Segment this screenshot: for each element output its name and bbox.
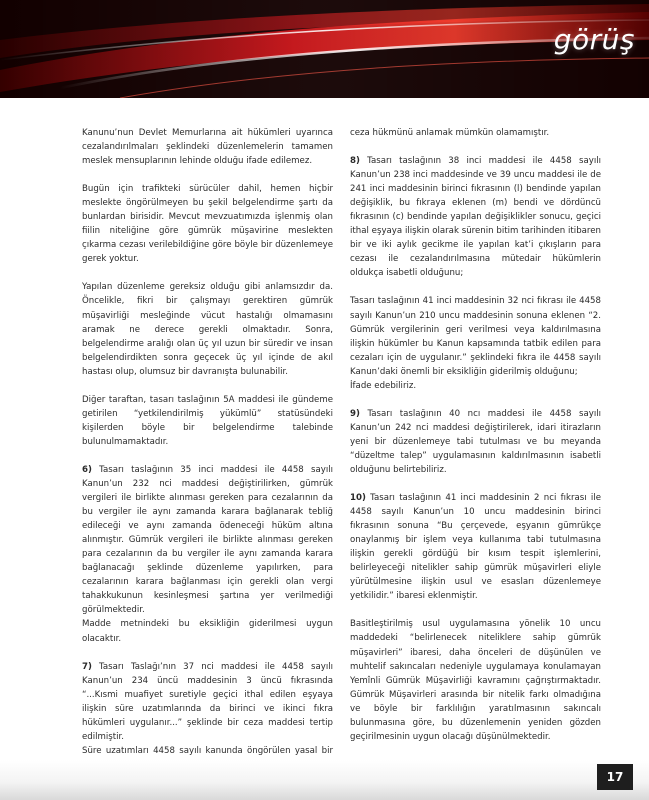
right-column — [350, 126, 601, 744]
paragraph-text: Tasarı taslağının 40 ncı maddesi ile 4458 sayılı Kanun’un 242 nci maddesi değiştirilerek, idari itirazların yeni bir düzenlemeye tabi tutulması ve bu meyanda “düzeltme talep” uygulamasının kaldırılmasının isabetli olduğunu belirtebiliriz. — [350, 408, 601, 475]
paragraph-text: Tasarı Taslağı’nın 37 nci maddesi ile 4458 sayılı Kanun’un 234 üncü maddesinin 3 üncü fıkrasında “...Kısmi muafiyet suretiyle geçici ithal edilen eşyaya ilişkin süre uzatımlarında da birinci ve ikinci fıkra hükümleri uygulanır...” şeklinde bir ceza maddesi tertip edilmiştir. — [82, 661, 333, 742]
item-number: 8) — [350, 156, 360, 167]
paragraph: Madde metnindeki bu eksikliğin giderilmesi uygun olacaktır. — [82, 619, 333, 644]
paragraph: Süre uzatımları 4458 sayılı kanunda öngörülen yasal bir — [82, 745, 333, 756]
item-number: 9) — [350, 408, 360, 419]
banner-swoosh-graphic — [0, 0, 649, 98]
numbered-paragraph — [350, 491, 601, 603]
numbered-paragraph — [350, 154, 601, 280]
numbered-paragraph — [82, 660, 333, 744]
paragraph-text: Tasarı taslağının 35 inci maddesi ile 4458 sayılı Kanun’un 232 nci maddesi değiştirilirken, gümrük vergileri ile birlikte alınması gereken para cezalarının da bu vergiler ile aynı zamanda karara bağlanarak tebliğ edileceği ve aynı zamanda ödeneceği hüküm altına alınmıştır. Gümrük vergileri ile birlikte alınması gereken para cezalarının da bu vergiler ile aynı zamanda karara bağlanacağı şeklinde düzenleme yapılırken, para cezalarının karara bağlanması için gerekli olan vergi tahakkukunun kesinleşmesi şartına yer verilmediği görülmektedir. — [82, 464, 333, 616]
numbered-paragraph — [82, 463, 333, 618]
page-footer — [0, 760, 649, 800]
paragraph-text: Tasarı taslağının 41 inci maddesinin 2 nci fıkrası ile 4458 sayılı Kanun’un 10 uncu maddesinin birinci fıkrasının sonuna “Bu çerçevede, eşyanın gümrükçe onaylanmış bir işlem veya kullanıma tabi tutulmasına ilişkin gerekli gördüğü bir kısım tespit işlemlerini, belirleyeceği nitelikler sahip gümrük müşavirleri eliyle yürütülmesine ilişkin usul ve esasları düzenlemeye yetkilidir.” ibaresi eklenmiştir. — [350, 493, 601, 602]
item-number: 6) — [82, 464, 92, 475]
paragraph: Yapılan düzenleme gereksiz olduğu gibi anlamsızdır da. Öncelikle, fikri bir çalışmayı gerektiren gümrük müşavirliği mesleğinde vücut hastalığı olmamasını aramak ne derece gerekli olmaktadır. Sonra, belgelendirme aralığı olan üç yıl uzun bir süredir ve insan belgelendirdikten sonra geçecek üç yıl içinde de akıl hastası olup, olumsuz bir davranışta bulunabilir. — [82, 282, 333, 377]
item-number: 7) — [82, 661, 92, 672]
section-title: görüş — [553, 23, 635, 56]
page-number: 17 — [597, 764, 633, 790]
left-column — [82, 126, 333, 772]
paragraph: İfade edebiliriz. — [350, 380, 417, 391]
paragraph: ceza hükmünü anlamak mümkün olamamıştır. — [350, 128, 550, 138]
paragraph-text: Tasarı taslağının 38 inci maddesi ile 4458 sayılı Kanun’un 238 inci maddesinde ve 39 uncu maddesi ile de 241 inci maddesinin birinci fıkrasının (l) bendinde yapılan değişiklik, bu fıkraya eklenen (m) bendi ve dördüncü fıkrasının (c) bendinde yapılan değişiklikler sonucu, geçici ithal eşyaya ilişkin olarak sürenin bitim tarihinden itibaren bir ve iki aylık gecikme ile yapılan kat’i çıkışların para cezası ile cezalandırılmasına mütedair hükümlerin oldukça isabetli olduğunu; — [350, 156, 601, 279]
numbered-paragraph — [350, 407, 601, 477]
header-banner — [0, 0, 649, 98]
paragraph: Kanunu’nun Devlet Memurlarına ait hükümleri uyarınca cezalandırılmaları şeklindeki düzenlemelerin tamamen meslek mensuplarının lehinde olduğu ifade edilemez. — [82, 128, 333, 167]
paragraph: Bugün için trafikteki sürücüler dahil, hemen hiçbir meslekte öngörülmeyen bu şekil belgelendirme şartı da bunlardan birisidir. Mevcut mevzuatımızda işlenmiş olan fiilin niteliğine göre gümrük müşavirine meslekten çıkarma cezası verilebildiğine göre böyle bir düzenlemeye gerek yoktur. — [82, 184, 333, 265]
paragraph: Tasarı taslağının 41 inci maddesinin 32 nci fıkrası ile 4458 sayılı Kanun’un 210 uncu maddesinin sonuna eklenen “2. Gümrük vergilerinin geri verilmesi veya kaldırılmasına ilişkin hükümler bu Kanun kapsamında tatbik edilen para cezaları için de uygulanır.” şeklindeki fıkra ile 4458 sayılı Kanun’daki önemli bir eksikliğin giderilmiş olduğunu; — [350, 296, 601, 377]
paragraph: Diğer taraftan, tasarı taslağının 5A maddesi ile gündeme getirilen “yetkilendirilmiş yükümlü” statüsündeki kişilerden böyle bir belgelendirme talebinde bulunulmamaktadır. — [82, 394, 333, 447]
item-number: 10) — [350, 493, 366, 504]
paragraph: Basitleştirilmiş usul uygulamasına yönelik 10 uncu maddedeki “belirlenecek niteliklere sahip gümrük müşavirleri” ibaresi, daha önceleri de düşünülen ve muhtelif sakıncaları nedeniyle uygulamaya konulamayan Yemînli Gümrük Müşavirliği kavramını çağrıştırmaktadır. Gümrük Müşavirleri arasında bir nitelik farkı olmadığına ve böyle bir farklılığın yaratılmasının sakıncalı bulunmasına göre, bu düzenlemenin yeniden gözden geçirilmesinin uygun olacağı düşünülmektedir. — [350, 619, 601, 742]
